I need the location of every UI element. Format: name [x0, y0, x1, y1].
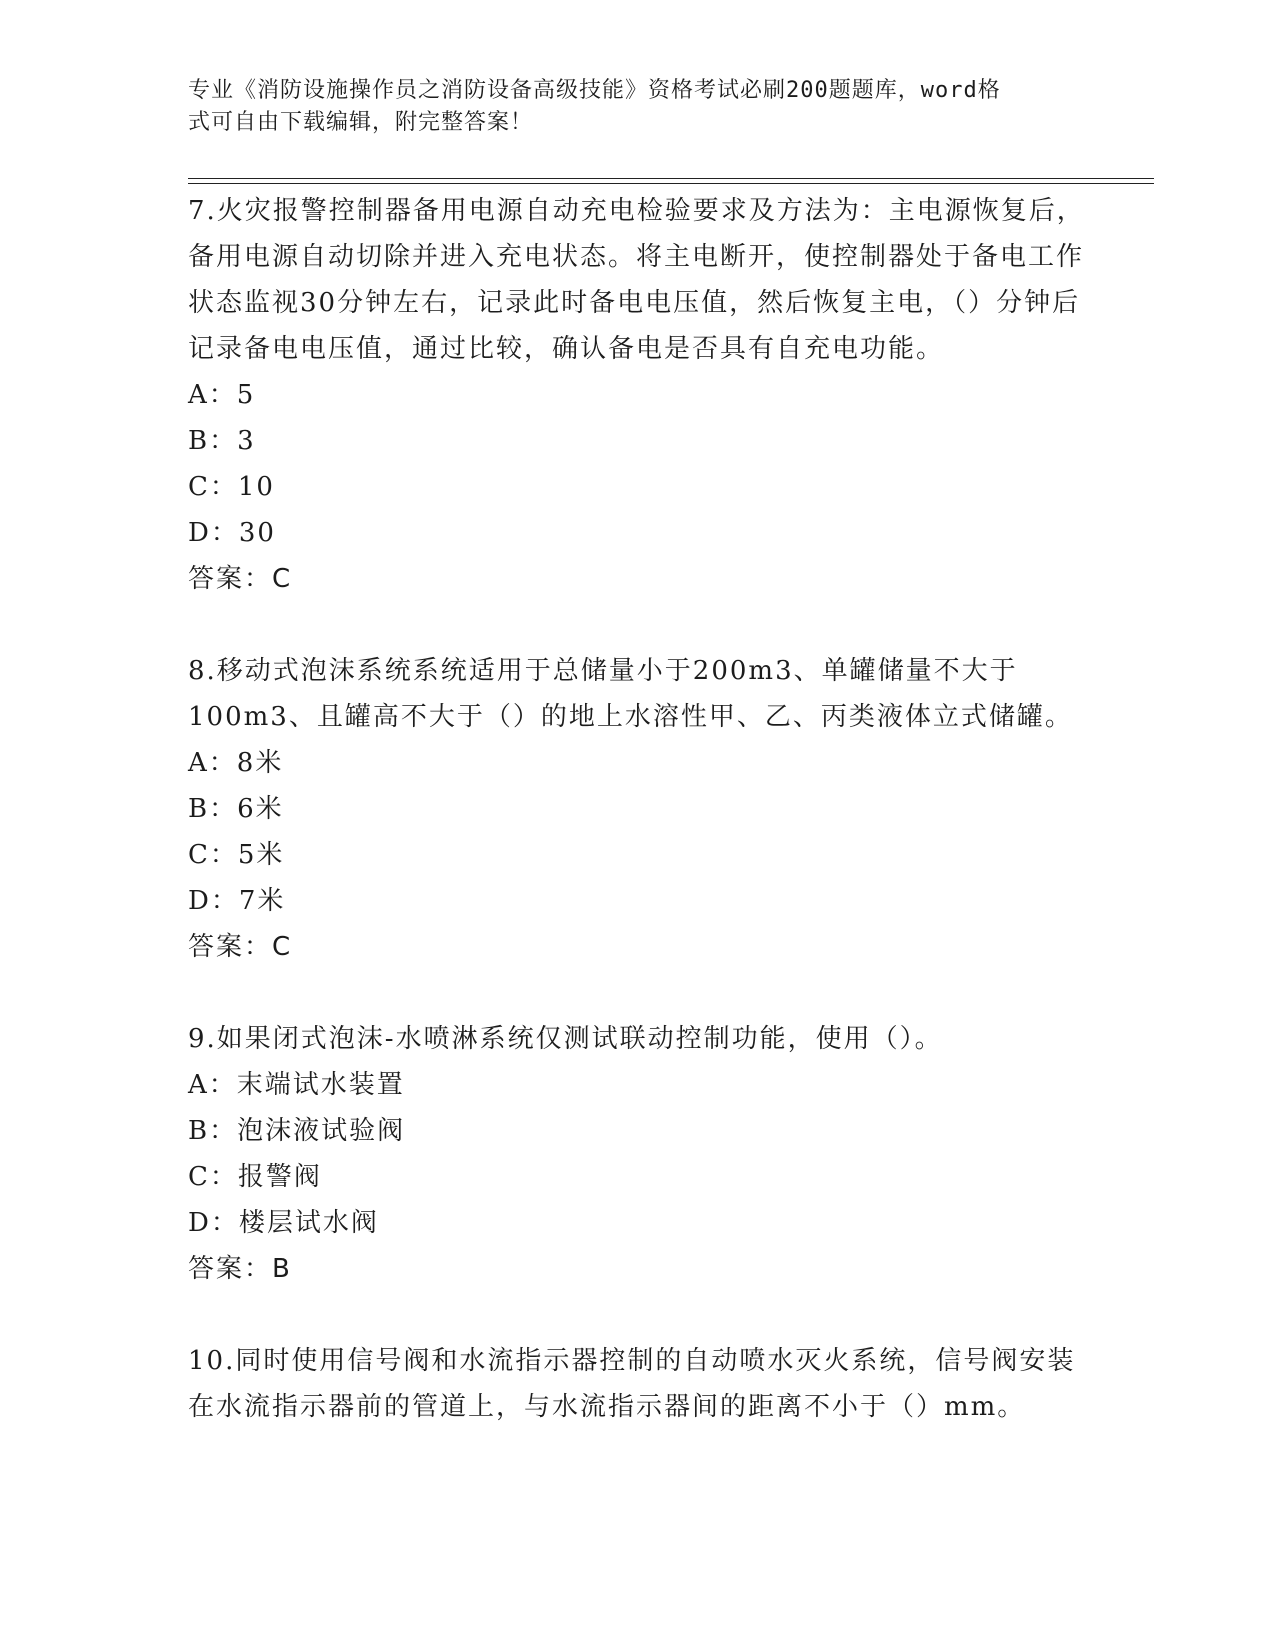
spacer: [188, 1292, 1088, 1338]
spacer: [188, 970, 1088, 1016]
header-line-2: 式可自由下载编辑，附完整答案！: [188, 110, 534, 135]
option-d: D：7米: [188, 886, 286, 916]
option-c: C：5米: [188, 840, 285, 870]
option-b: B：3: [188, 426, 256, 456]
answer: 答案：C: [188, 564, 293, 594]
question-7: [188, 188, 1088, 602]
option-b: B：泡沫液试验阀: [188, 1116, 406, 1146]
spacer: [188, 602, 1088, 648]
question-text: 8.移动式泡沫系统系统适用于总储量小于200m3、单罐储量不大于100m3、且罐高不大于（）的地上水溶性甲、乙、丙类液体立式储罐。: [188, 656, 1073, 732]
option-a: A：末端试水装置: [188, 1070, 405, 1100]
option-d: D：30: [188, 518, 276, 548]
header-divider-bottom: [188, 183, 1154, 184]
header-divider-top: [188, 178, 1154, 179]
question-text: 9.如果闭式泡沫-水喷淋系统仅测试联动控制功能，使用（）。: [188, 1024, 943, 1054]
question-10: [188, 1338, 1088, 1430]
question-list: [188, 188, 1088, 1430]
option-d: D：楼层试水阀: [188, 1208, 379, 1238]
answer: 答案：B: [188, 1254, 292, 1284]
answer: 答案：C: [188, 932, 293, 962]
document-header: [188, 75, 1088, 139]
option-c: C：10: [188, 472, 275, 502]
question-text: 7.火灾报警控制器备用电源自动充电检验要求及方法为：主电源恢复后，备用电源自动切除并进入充电状态。将主电断开，使控制器处于备电工作状态监视30分钟左右，记录此时备电电压值，然后恢复主电，（）分钟后记录备电电压值，通过比较，确认备电是否具有自充电功能。: [188, 196, 1085, 364]
option-c: C：报警阀: [188, 1162, 322, 1192]
option-b: B：6米: [188, 794, 284, 824]
header-line-1: 专业《消防设施操作员之消防设备高级技能》资格考试必刷200题题库，word格: [188, 78, 1001, 103]
option-a: A：8米: [188, 748, 284, 778]
question-9: [188, 1016, 1088, 1292]
question-8: [188, 648, 1088, 970]
question-text: 10.同时使用信号阀和水流指示器控制的自动喷水灭火系统，信号阀安装在水流指示器前的管道上，与水流指示器间的距离不小于（）mm。: [188, 1346, 1076, 1422]
option-a: A：5: [188, 380, 256, 410]
